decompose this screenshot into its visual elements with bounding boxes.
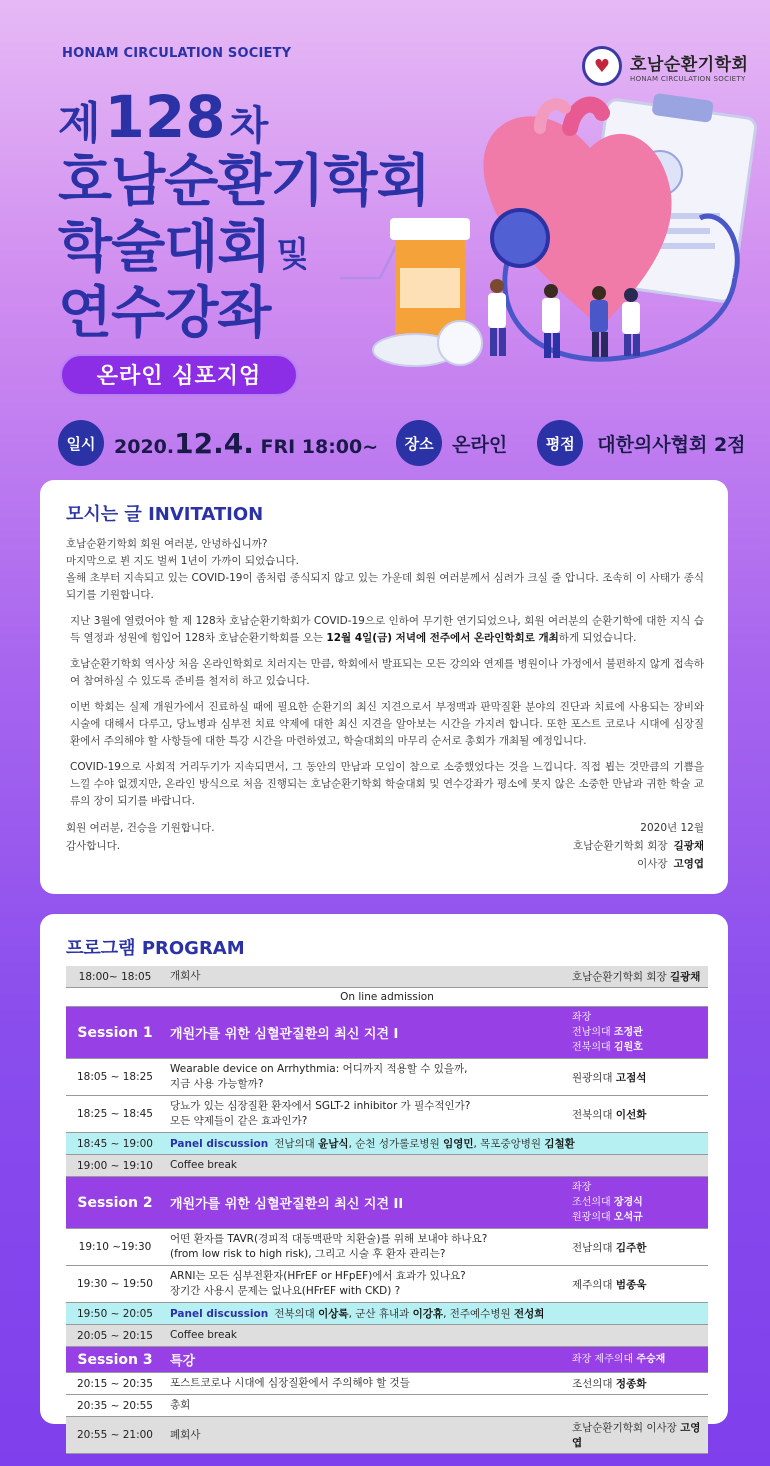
heart-logo-icon: ♥ — [582, 46, 622, 86]
program-row — [66, 1133, 708, 1155]
program-time: 18:05 ~ 18:25 — [66, 1059, 164, 1096]
invitation-paragraph-4: 이번 학회는 실제 개원가에서 진료하실 때에 필요한 순환기의 최신 지견으로서 부정맥과 판막질환 분야의 진단과 치료에 사용되는 장비와 시술에 대해서 다루고, 당뇨병과 심부전 치료 약제에 대한 최신 지견을 알아보는 시간을 가지려 합니다. 또한 포스트 코로나 시대에 심장질환에서 주의해야 할 사항들에 대한 특강 시간을 마련하였고, 학술대회의 마무리 순서로 총회가 개최될 예정입니다. — [70, 701, 704, 747]
program-topic: Wearable device on Arrhythmia: 어디까지 적용할 수 있을까, 지금 사용 가능할까? — [164, 1059, 566, 1096]
program-speaker — [566, 1395, 708, 1417]
event-info — [58, 420, 746, 466]
program-speaker: 조선의대 정종화 — [566, 1373, 708, 1395]
logo-name-ko: 호남순환기학회 — [630, 54, 749, 75]
session-title: 특강 — [164, 1347, 566, 1373]
session-chairs: 좌장 제주의대 주승재 — [566, 1347, 708, 1373]
program-topic: ARNI는 모든 심부전환자(HFrEF or HFpEF)에서 효과가 있나요? 장기간 사용시 문제는 없나요(HFrEF with CKD) ? — [164, 1266, 566, 1303]
program-time: 18:45 ~ 19:00 — [66, 1133, 164, 1155]
event-date: 2020.12.4. FRI 18:00~ — [114, 426, 379, 460]
program-row — [66, 1266, 708, 1303]
program-table — [66, 966, 708, 1454]
session-name: Session 3 — [66, 1347, 164, 1373]
title-conference: 학술대회 — [58, 215, 271, 280]
program-time: 19:30 ~ 19:50 — [66, 1266, 164, 1303]
program-row — [66, 1007, 708, 1059]
program-speaker — [566, 1325, 708, 1347]
invitation-card — [40, 480, 728, 894]
invitation-closing: 회원 여러분, 건승을 기원합니다. 감사합니다. — [66, 822, 215, 852]
program-time: 20:15 ~ 20:35 — [66, 1373, 164, 1395]
online-symposium-badge: 온라인 심포지엄 — [60, 354, 298, 396]
program-row — [66, 1303, 708, 1325]
program-topic: Coffee break — [164, 1155, 566, 1177]
program-speaker: 전남의대 김주한 — [566, 1229, 708, 1266]
program-time: 19:00 ~ 19:10 — [66, 1155, 164, 1177]
session-name: Session 1 — [66, 1007, 164, 1059]
program-topic: 포스트코로나 시대에 심장질환에서 주의해야 할 것들 — [164, 1373, 566, 1395]
logo-name-en: HONAM CIRCULATION SOCIETY — [630, 74, 746, 83]
session-chairs: 좌장 전남의대 조정관 전북의대 김원호 — [566, 1007, 708, 1059]
program-row — [66, 1373, 708, 1395]
session-title: 개원가를 위한 심혈관질환의 최신 지견 II — [164, 1177, 566, 1229]
program-topic: Coffee break — [164, 1325, 566, 1347]
title-course: 연수강좌 — [58, 281, 271, 346]
title-and: 및 — [276, 235, 309, 275]
invitation-title: 모시는 글 INVITATION — [66, 504, 264, 525]
program-row — [66, 1325, 708, 1347]
program-row — [66, 1059, 708, 1096]
program-speaker — [566, 1155, 708, 1177]
program-row — [66, 966, 708, 988]
program-row — [66, 988, 708, 1007]
program-time: 18:00~ 18:05 — [66, 966, 164, 988]
invitation-paragraph-1: 호남순환기학회 회원 여러분, 안녕하십니까? 마지막으로 뵌 지도 벌써 1년이 가까이 되었습니다. 올해 초부터 지속되고 있는 COVID-19이 좀처럼 종식되지 않고 있는 가운데 회원 여러분께서 심려가 크실 줄 압니다. 조속히 이 사태가 종식되기를 기원합니다. — [66, 538, 704, 601]
panel-discussion: Panel discussion 전북의대 이상록, 군산 휴내과 이강휴, 전주예수병원 전성희 — [164, 1303, 708, 1325]
society-name-en: HONAM CIRCULATION SOCIETY — [62, 46, 292, 61]
program-time: 19:50 ~ 20:05 — [66, 1303, 164, 1325]
program-speaker: 원광의대 고점석 — [566, 1059, 708, 1096]
program-time: 20:05 ~ 20:15 — [66, 1325, 164, 1347]
program-time: 19:10 ~19:30 — [66, 1229, 164, 1266]
title-society: 호남순환기학회 — [58, 149, 430, 214]
program-speaker: 호남순환기학회 이사장 고영엽 — [566, 1417, 708, 1454]
program-card — [40, 914, 728, 1449]
event-place: 온라인 — [452, 433, 508, 456]
program-row — [66, 1417, 708, 1454]
program-row — [66, 1395, 708, 1417]
invitation-signature: 2020년 12월 호남순환기학회 회장 길광채 이사장 고영엽 — [572, 822, 704, 870]
event-credit: 대한의사협회 2점 — [597, 433, 746, 456]
invitation-paragraph-5: COVID-19으로 사회적 거리두기가 지속되면서, 그 동안의 만남과 모임이 참으로 소중했었다는 것을 느낍니다. 직접 뵙는 것만큼의 기쁨을 느낄 수야 없겠지만, 온라인 방식으로 처음 진행되는 호남순환기학회 학술대회 및 연수강좌가 평소에 못지 않은 소중한 만남과 귀한 학술 교류의 장이 되기를 바랍니다. — [70, 761, 704, 807]
session-chairs: 좌장 조선의대 장경식 원광의대 오석규 — [566, 1177, 708, 1229]
invitation-paragraph-2: 지난 3월에 열렸어야 할 제 128차 호남순환기학회가 COVID-19으로 인하여 무기한 연기되었으나, 회원 여러분의 순환기학에 대한 지식 습득 열정과 성원에 힘입어 128차 호남순환기학회를 오는 12월 4일(금) 저녁에 전주에서 온라인학회로 개최하게 되었습니다. — [70, 615, 704, 644]
admission-note: On line admission — [66, 988, 708, 1007]
program-time: 18:25 ~ 18:45 — [66, 1096, 164, 1133]
program-speaker: 제주의대 범종욱 — [566, 1266, 708, 1303]
program-time: 20:35 ~ 20:55 — [66, 1395, 164, 1417]
program-topic: 총회 — [164, 1395, 566, 1417]
title-suffix: 차 — [229, 103, 269, 149]
program-row — [66, 1229, 708, 1266]
society-logo — [582, 46, 748, 86]
program-title: 프로그램 PROGRAM — [66, 938, 245, 959]
program-topic: 어떤 환자를 TAVR(경피적 대동맥판막 치환술)를 위해 보내야 하나요? (from low risk to high risk), 그리고 시술 후 환자 관리는? — [164, 1229, 566, 1266]
program-topic: 폐회사 — [164, 1417, 566, 1454]
session-name: Session 2 — [66, 1177, 164, 1229]
invitation-paragraph-3: 호남순환기학회 역사상 처음 온라인학회로 치러지는 만큼, 학회에서 발표되는 모든 강의와 연제를 병원이나 가정에서 불편하지 않게 접속하여 참여하실 수 있도록 준비를 철저히 하고 있습니다. — [70, 658, 704, 687]
program-topic: 개회사 — [164, 966, 566, 988]
title-prefix: 제 — [58, 98, 101, 149]
program-row — [66, 1347, 708, 1373]
program-topic: 당뇨가 있는 심장질환 환자에서 SGLT-2 inhibitor 가 필수적인가? 모든 약제들이 같은 효과인가? — [164, 1096, 566, 1133]
credit-badge: 평점 — [537, 420, 583, 466]
program-time: 20:55 ~ 21:00 — [66, 1417, 164, 1454]
title-number: 128 — [104, 83, 226, 151]
place-badge: 장소 — [396, 420, 442, 466]
date-badge: 일시 — [58, 420, 104, 466]
panel-discussion: Panel discussion 전남의대 윤남식, 순천 성가롤로병원 임영민, 목포중앙병원 김철환 — [164, 1133, 708, 1155]
program-row — [66, 1096, 708, 1133]
session-title: 개원가를 위한 심혈관질환의 최신 지견 I — [164, 1007, 566, 1059]
program-row — [66, 1155, 708, 1177]
program-speaker: 호남순환기학회 회장 길광채 — [566, 966, 708, 988]
program-row — [66, 1177, 708, 1229]
medical-illustration — [340, 88, 760, 388]
program-speaker: 전북의대 이선화 — [566, 1096, 708, 1133]
